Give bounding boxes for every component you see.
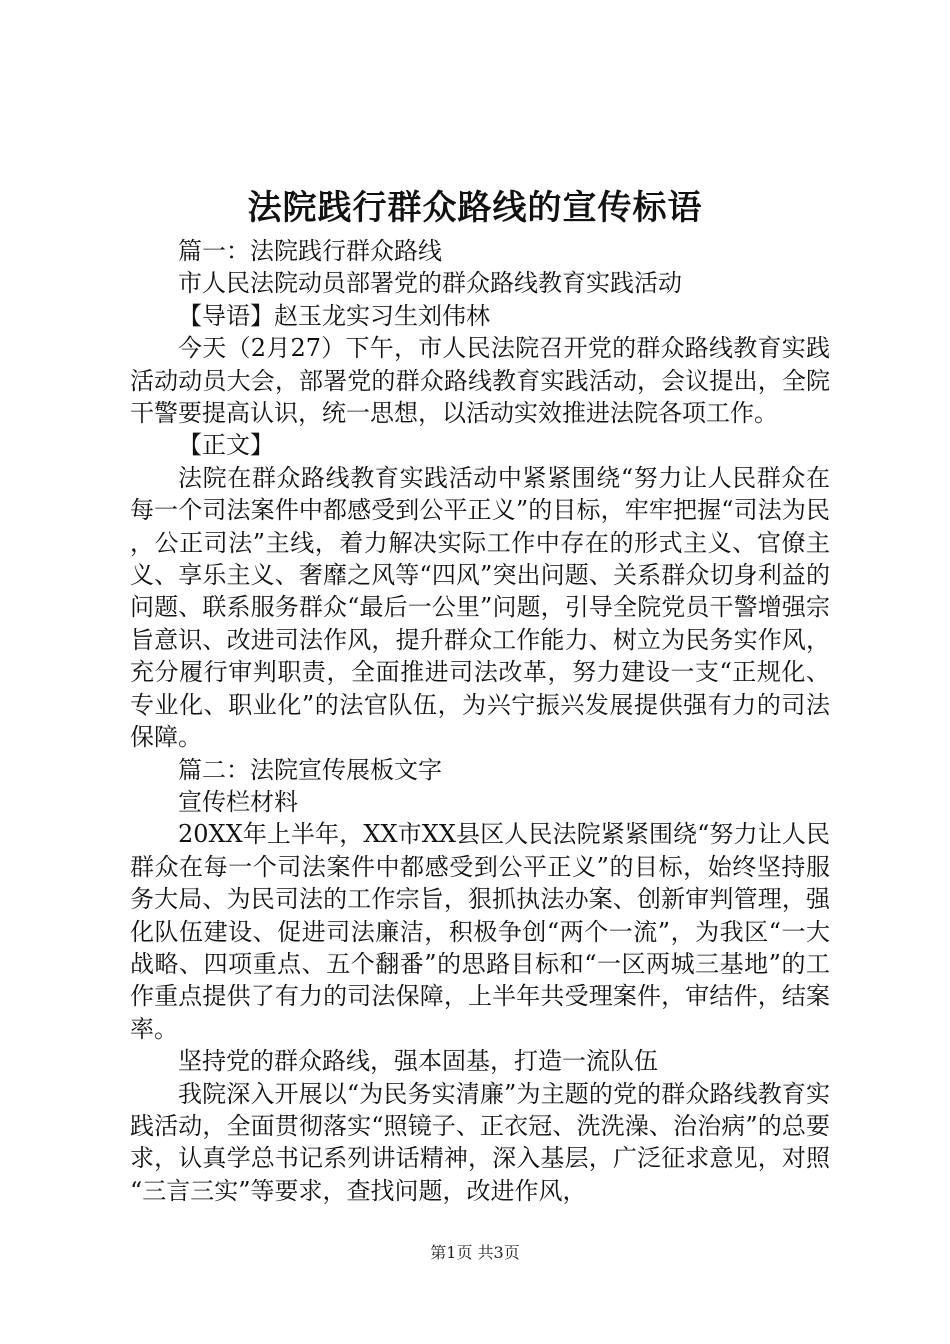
paragraph: 20XX年上半年，XX市XX县区人民法院紧紧围绕“努力让人民群众在每一个司法案件中都感受到公平正义”的目标，始终坚持服务大局、为民司法的工作宗旨，狠抓执法办案、创新审判管理，强化队伍建设、促进司法廉洁，积极争创“两个一流”，为我区“一大战略、四项重点、五个翻番”的思路目标和“一区两城三基地”的工作重点提供了有力的司法保障，上半年共受理案件，审结件，结案率。 <box>130 820 830 1043</box>
section-heading-2: 篇二：法院宣传展板文字 <box>178 755 442 784</box>
section-heading-1: 篇一：法院践行群众路线 <box>178 237 442 265</box>
document-body <box>130 235 830 1207</box>
paragraph: 法院在群众路线教育实践活动中紧紧围绕“努力让人民群众在每一个司法案件中都感受到公平正义”的目标，牢牢把握“司法为民，公正司法”主线，着力解决实际工作中存在的形式主义、官僚主义、享乐主义、奢靡之风等“四风”突出问题、关系群众切身利益的问题、联系服务群众“最后一公里”问题，引导全院党员干警增强宗旨意识、改进司法作风，提升群众工作能力、树立为民务实作风，充分履行审判职责，全面推进司法改革，努力建设一支“正规化、专业化、职业化”的法官队伍，为兴宁振兴发展提供强有力的司法保障。 <box>130 463 830 752</box>
paragraph: 我院深入开展以“为民务实清廉”为主题的党的群众路线教育实践活动，全面贯彻落实“照镜子、正衣冠、洗洗澡、治治病”的总要求，认真学总书记系列讲话精神，深入基层，广泛征求意见，对照“三言三实”等要求，查找问题，改进作风， <box>130 1079 830 1205</box>
subheading: 坚持党的群众路线，强本固基，打造一流队伍 <box>178 1047 658 1076</box>
paragraph: 今天（2月27）下午，市人民法院召开党的群众路线教育实践活动动员大会，部署党的群众路线教育实践活动，会议提出，全院干警要提高认识，统一思想，以活动实效推进法院各项工作。 <box>130 334 830 428</box>
subheading: 宣传栏材料 <box>178 787 298 816</box>
document-title: 法院践行群众路线的宣传标语 <box>247 188 703 228</box>
body-label: 【正文】 <box>178 431 274 460</box>
subheading: 市人民法院动员部署党的群众路线教育实践活动 <box>178 269 682 298</box>
lead-label: 【导语】赵玉龙实习生刘伟林 <box>178 301 490 330</box>
page-number-footer: 第1页 共3页 <box>430 1243 520 1262</box>
